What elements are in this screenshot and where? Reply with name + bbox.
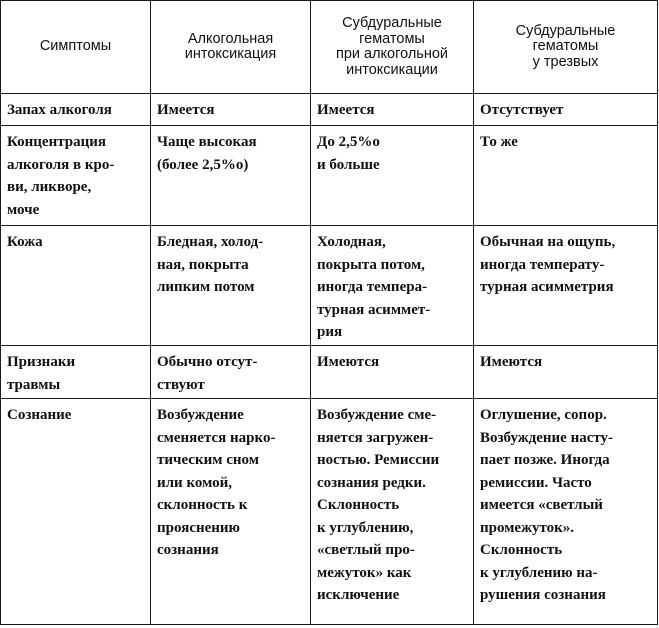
- symptom-cell: Сознание: [1, 399, 151, 625]
- table-cell: Оглушение, сопор. Возбуждение насту- пает позже. Иногда ремиссии. Часто имеется «светлый промежуток». Склонность к углублению на- рушения сознания: [474, 399, 658, 625]
- table-cell: Возбуждение сменяется нарко- тическим сном или комой, склонность к прояснению сознания: [151, 399, 311, 625]
- table-cell: Имеется: [151, 94, 311, 126]
- header-subdural-with-alcohol: Субдуральные гематомы при алкогольной интоксикации: [311, 1, 474, 94]
- table-cell: Обычная на ощупь, иногда температу- турная асимметрия: [474, 226, 658, 346]
- table-cell: Чаще высокая (более 2,5%о): [151, 126, 311, 226]
- table-cell: Обычно отсут- ствуют: [151, 346, 311, 399]
- table-cell: Холодная, покрыта потом, иногда темпера- турная асиммет- рия: [311, 226, 474, 346]
- table-row: [1, 126, 658, 226]
- table-row: [1, 399, 658, 625]
- symptom-cell: Кожа: [1, 226, 151, 346]
- table-cell: Возбуждение сме- няется загружен- ностью. Ремиссии сознания редки. Склонность к углублению, «светлый про- межуток» как исключение: [311, 399, 474, 625]
- table-row: [1, 226, 658, 346]
- symptom-cell: Концентрация алкоголя в кро- ви, ликворе, моче: [1, 126, 151, 226]
- table-row: [1, 346, 658, 399]
- table-cell: То же: [474, 126, 658, 226]
- table-cell: Имеется: [311, 94, 474, 126]
- header-alcohol-intoxication: Алкогольная интоксикация: [151, 1, 311, 94]
- table-cell: Отсутствует: [474, 94, 658, 126]
- header-symptoms: Симптомы: [1, 1, 151, 94]
- table-cell: Имеются: [311, 346, 474, 399]
- table-cell: Имеются: [474, 346, 658, 399]
- table-row: [1, 94, 658, 126]
- header-row: [1, 1, 658, 94]
- header-subdural-sober: Субдуральные гематомы у трезвых: [474, 1, 658, 94]
- table-cell: До 2,5%о и больше: [311, 126, 474, 226]
- symptom-cell: Запах алкоголя: [1, 94, 151, 126]
- symptom-cell: Признаки травмы: [1, 346, 151, 399]
- table-cell: Бледная, холод- ная, покрыта липким потом: [151, 226, 311, 346]
